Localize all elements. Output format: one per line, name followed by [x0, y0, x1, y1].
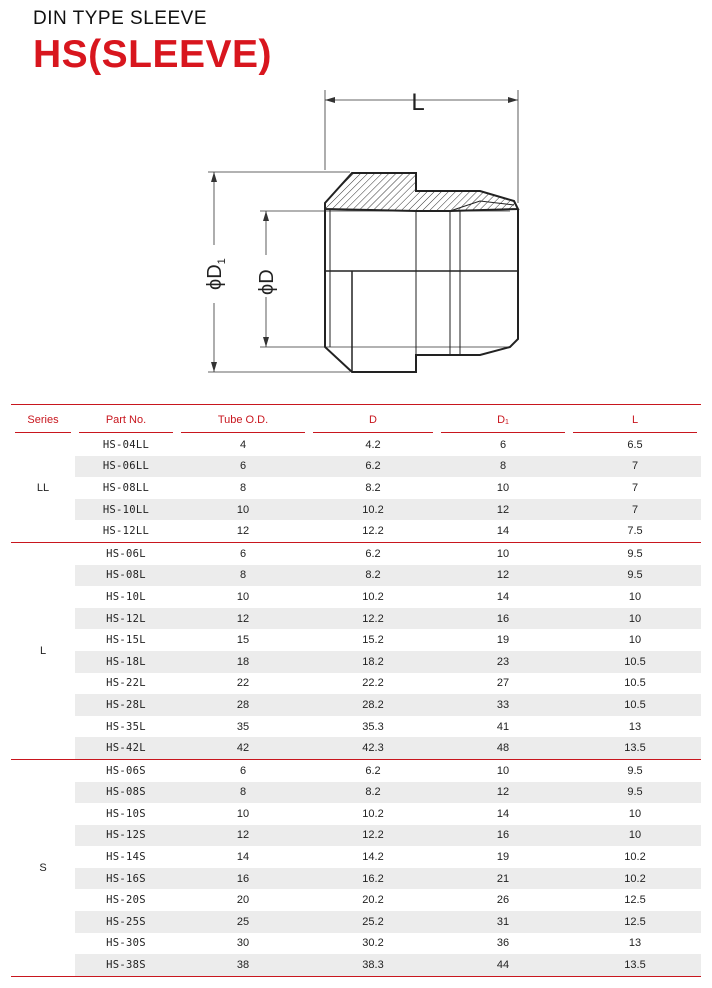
l-cell: 10 — [628, 634, 642, 647]
d-cell: 12.2 — [309, 608, 437, 630]
dimensions-table — [11, 404, 701, 977]
l-cell: 13.5 — [569, 954, 701, 976]
l-cell: 9.5 — [569, 759, 701, 781]
tube-od-cell: 6 — [177, 542, 309, 564]
page-subtitle: DIN TYPE SLEEVE — [33, 8, 207, 29]
d1-cell: 26 — [496, 894, 510, 907]
d-cell: 8.2 — [365, 481, 381, 494]
d-cell: 10.2 — [362, 590, 384, 603]
d-cell: 10.2 — [362, 807, 384, 820]
l-cell: 10.5 — [569, 651, 701, 673]
d-cell: 6.2 — [309, 759, 437, 781]
part-number-cell: HS-08S — [75, 782, 177, 804]
sleeve-technical-drawing — [180, 85, 540, 385]
d1-cell: 27 — [496, 677, 510, 690]
d-cell: 35.3 — [362, 720, 384, 733]
tube-od-cell: 16 — [177, 868, 309, 890]
d-cell: 20.2 — [362, 894, 384, 907]
table-row — [11, 803, 701, 825]
l-cell: 9.5 — [569, 782, 701, 804]
part-number-cell: HS-10S — [106, 807, 146, 820]
part-number-cell: HS-14S — [106, 851, 146, 864]
tube-od-cell: 18 — [177, 651, 309, 673]
d1-cell: 10 — [437, 542, 569, 564]
part-number-cell: HS-38S — [75, 954, 177, 976]
part-number-cell: HS-15L — [106, 634, 146, 647]
l-cell: 13 — [628, 720, 642, 733]
part-number-cell: HS-06LL — [75, 456, 177, 478]
part-number-cell: HS-18L — [75, 651, 177, 673]
inner-diameter-dimension — [256, 211, 510, 347]
tube-od-cell: 4 — [239, 438, 247, 451]
tube-od-cell: 6 — [177, 759, 309, 781]
table-row — [11, 565, 701, 587]
table-row — [11, 716, 701, 738]
d1-cell: 19 — [496, 851, 510, 864]
col-header-tube: Tube O.D. — [177, 405, 309, 435]
d-cell: 28.2 — [309, 694, 437, 716]
table-row — [11, 933, 701, 955]
part-number-cell: HS-12L — [75, 608, 177, 630]
l-cell: 10 — [628, 590, 642, 603]
table-row — [11, 456, 701, 478]
table-row — [11, 586, 701, 608]
d-cell: 25.2 — [309, 911, 437, 933]
d-cell: 8.2 — [309, 782, 437, 804]
d1-cell: 36 — [496, 937, 510, 950]
d-cell: 6.2 — [309, 542, 437, 564]
d1-cell: 33 — [437, 694, 569, 716]
l-cell: 12.5 — [624, 894, 646, 907]
table-row — [11, 911, 701, 933]
d1-cell: 44 — [437, 954, 569, 976]
tube-od-cell: 25 — [177, 911, 309, 933]
outer-diameter-sub: 1 — [216, 258, 228, 265]
part-number-cell: HS-10LL — [75, 499, 177, 521]
part-number-cell: HS-28L — [75, 694, 177, 716]
table-row — [11, 542, 701, 564]
d-cell: 12.2 — [362, 525, 384, 538]
l-cell: 13.5 — [569, 737, 701, 759]
length-label: L — [411, 89, 425, 116]
table-row — [11, 759, 701, 781]
table-row — [11, 737, 701, 759]
d1-cell: 12 — [437, 565, 569, 587]
d1-cell: 48 — [437, 737, 569, 759]
table-row — [11, 954, 701, 976]
tube-od-cell: 8 — [239, 481, 247, 494]
col-header-part: Part No. — [75, 405, 177, 435]
tube-od-cell: 28 — [177, 694, 309, 716]
part-number-cell: HS-22L — [106, 677, 146, 690]
page-title: HS(SLEEVE) — [33, 33, 273, 76]
tube-od-cell: 22 — [236, 677, 250, 690]
table-row — [11, 889, 701, 911]
tube-od-cell: 38 — [177, 954, 309, 976]
table-row — [11, 846, 701, 868]
d1-cell: 14 — [496, 807, 510, 820]
tube-od-cell: 12 — [236, 525, 250, 538]
table-row — [11, 694, 701, 716]
table-body — [11, 434, 701, 976]
table-row — [11, 520, 701, 542]
part-number-cell: HS-30S — [106, 937, 146, 950]
d1-cell: 6 — [499, 438, 507, 451]
tube-od-cell: 12 — [177, 825, 309, 847]
tube-od-cell: 8 — [177, 565, 309, 587]
part-number-cell: HS-12S — [75, 825, 177, 847]
d1-cell: 8 — [437, 456, 569, 478]
l-cell: 10.2 — [569, 868, 701, 890]
d-cell: 42.3 — [309, 737, 437, 759]
table-header-row — [11, 405, 701, 435]
tube-od-cell: 6 — [177, 456, 309, 478]
table-row — [11, 434, 701, 456]
part-number-cell: HS-06L — [75, 542, 177, 564]
d1-cell: 23 — [437, 651, 569, 673]
tube-od-cell: 10 — [236, 807, 250, 820]
col-header-series: Series — [11, 405, 75, 435]
tube-od-cell: 35 — [236, 720, 250, 733]
series-cell: S — [11, 759, 75, 976]
table-row — [11, 499, 701, 521]
l-cell: 6.5 — [627, 438, 643, 451]
d1-cell: 41 — [496, 720, 510, 733]
d1-cell: 14 — [496, 525, 510, 538]
l-cell: 10 — [628, 807, 642, 820]
table-row — [11, 782, 701, 804]
tube-od-cell: 42 — [177, 737, 309, 759]
d-cell: 38.3 — [309, 954, 437, 976]
l-cell: 7.5 — [627, 525, 643, 538]
tube-od-cell: 14 — [236, 851, 250, 864]
table-row — [11, 477, 701, 499]
part-number-cell: HS-08LL — [102, 481, 150, 494]
part-number-cell: HS-10L — [106, 590, 146, 603]
d1-cell: 10 — [496, 481, 510, 494]
part-number-cell: HS-08L — [75, 565, 177, 587]
table-row — [11, 629, 701, 651]
d-cell: 12.2 — [309, 825, 437, 847]
d-cell: 8.2 — [309, 565, 437, 587]
d-cell: 16.2 — [309, 868, 437, 890]
part-number-cell: HS-20S — [106, 894, 146, 907]
dimensions-table-container — [11, 404, 701, 977]
d1-cell: 31 — [437, 911, 569, 933]
outer-diameter-label: ϕD — [204, 264, 226, 290]
l-cell: 10.5 — [569, 694, 701, 716]
part-number-cell: HS-04LL — [102, 438, 150, 451]
d1-cell: 14 — [496, 590, 510, 603]
col-header-l: L — [569, 405, 701, 435]
series-cell: L — [11, 542, 75, 759]
table-row — [11, 651, 701, 673]
tube-od-cell: 15 — [236, 634, 250, 647]
part-number-cell: HS-35L — [106, 720, 146, 733]
l-cell: 10 — [569, 608, 701, 630]
table-row — [11, 608, 701, 630]
l-cell: 7 — [631, 481, 639, 494]
tube-od-cell: 10 — [236, 590, 250, 603]
table-row — [11, 868, 701, 890]
l-cell: 10.2 — [624, 851, 646, 864]
l-cell: 10 — [569, 825, 701, 847]
table-row — [11, 825, 701, 847]
col-header-d: D — [309, 405, 437, 435]
d1-cell: 10 — [437, 759, 569, 781]
d1-cell: 12 — [437, 499, 569, 521]
d-cell: 22.2 — [362, 677, 384, 690]
l-cell: 9.5 — [569, 565, 701, 587]
d-cell: 10.2 — [309, 499, 437, 521]
tube-od-cell: 8 — [177, 782, 309, 804]
d1-cell: 12 — [437, 782, 569, 804]
tube-od-cell: 30 — [236, 937, 250, 950]
table-row — [11, 673, 701, 695]
tube-od-cell: 10 — [177, 499, 309, 521]
l-cell: 9.5 — [569, 542, 701, 564]
d-cell: 15.2 — [362, 634, 384, 647]
l-cell: 7 — [569, 456, 701, 478]
part-number-cell: HS-06S — [75, 759, 177, 781]
d1-cell: 16 — [437, 825, 569, 847]
l-cell: 10.5 — [624, 677, 646, 690]
part-number-cell: HS-42L — [75, 737, 177, 759]
d-cell: 14.2 — [362, 851, 384, 864]
d-cell: 18.2 — [309, 651, 437, 673]
inner-diameter-label: ϕD — [256, 269, 278, 295]
d1-cell: 16 — [437, 608, 569, 630]
part-number-cell: HS-25S — [75, 911, 177, 933]
d-cell: 30.2 — [362, 937, 384, 950]
d-cell: 6.2 — [309, 456, 437, 478]
series-cell: LL — [11, 434, 75, 542]
tube-od-cell: 20 — [236, 894, 250, 907]
part-number-cell: HS-16S — [75, 868, 177, 890]
part-number-cell: HS-12LL — [102, 525, 150, 538]
l-cell: 7 — [569, 499, 701, 521]
d1-cell: 19 — [496, 634, 510, 647]
l-cell: 13 — [628, 937, 642, 950]
tube-od-cell: 12 — [177, 608, 309, 630]
col-header-d1: D1 — [437, 405, 569, 435]
d1-cell: 21 — [437, 868, 569, 890]
d-cell: 4.2 — [365, 438, 381, 451]
l-cell: 12.5 — [569, 911, 701, 933]
sleeve-section — [325, 173, 518, 372]
